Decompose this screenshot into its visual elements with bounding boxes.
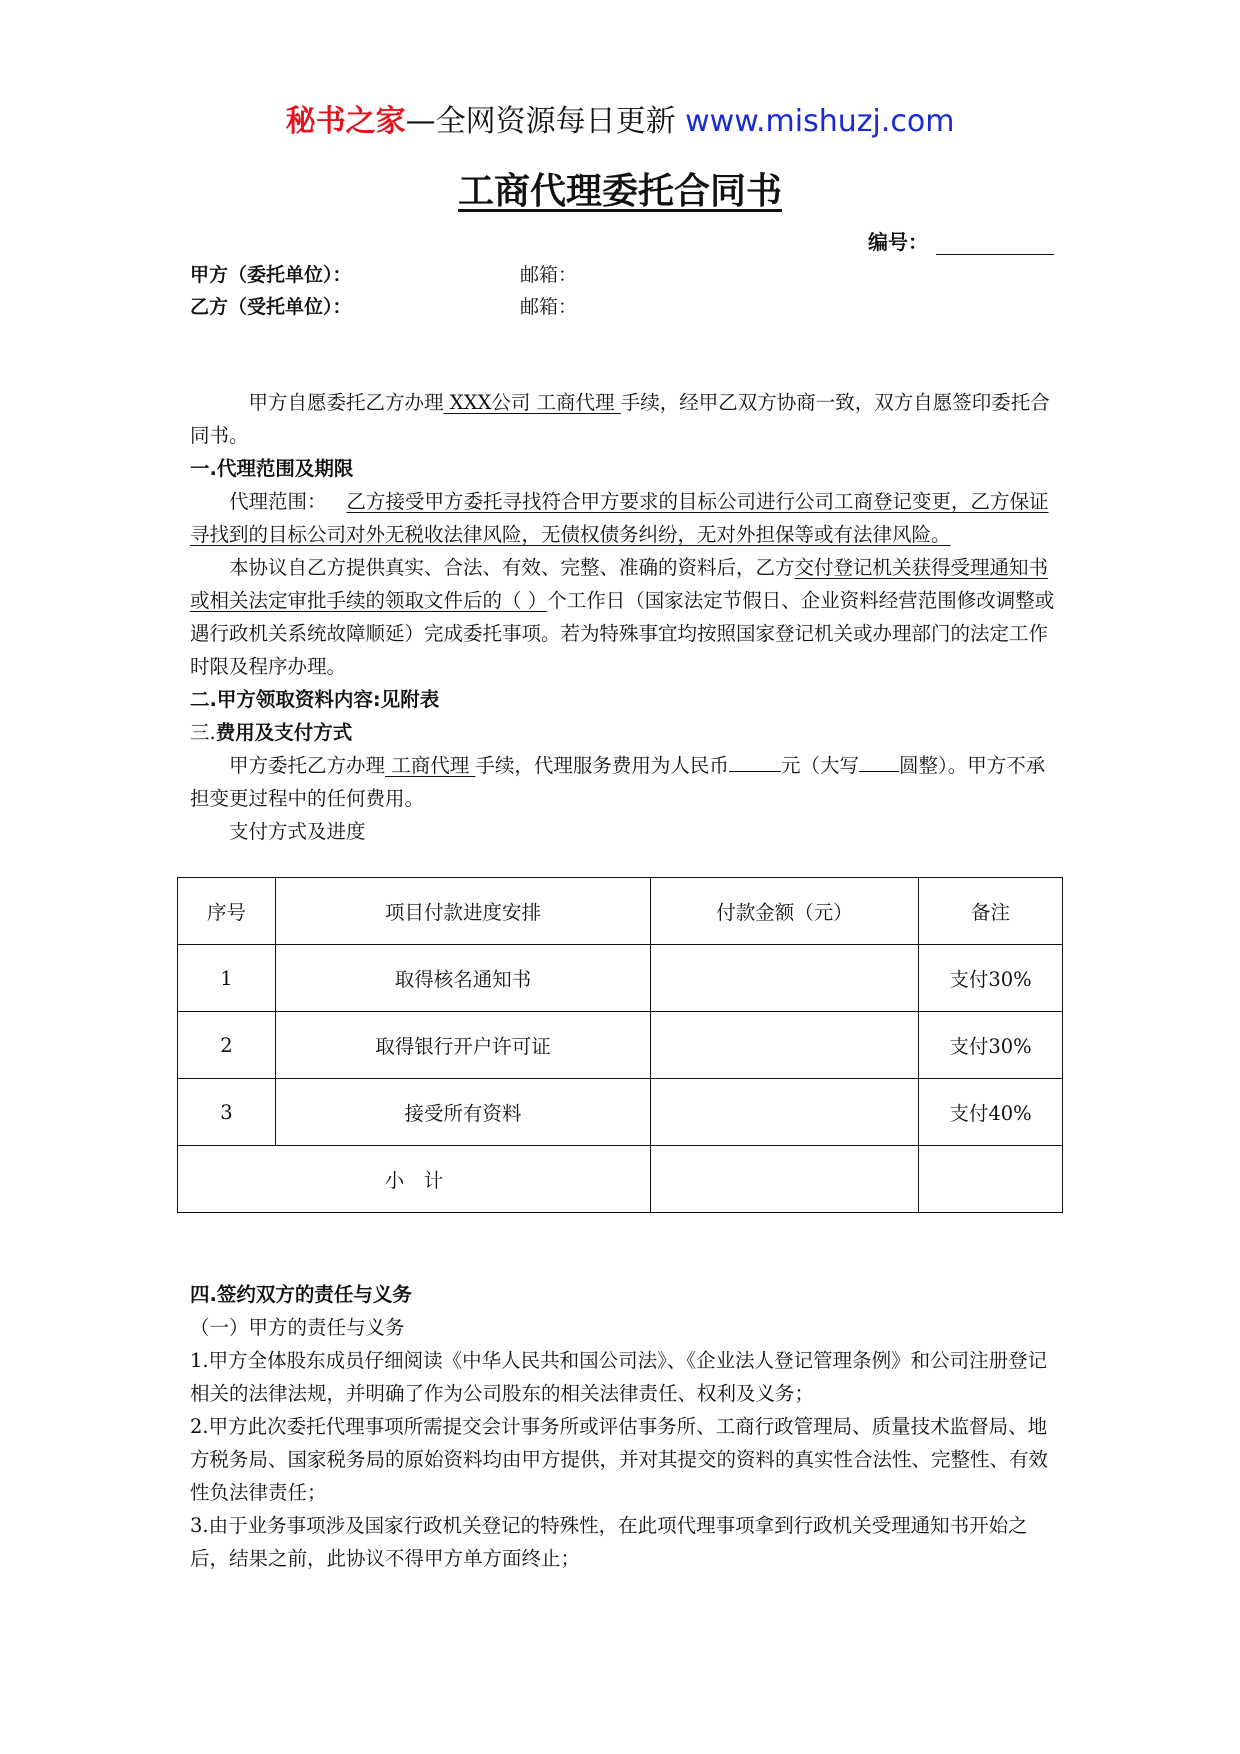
serial-label: 编号： (868, 230, 928, 254)
fee-amount-blank (729, 751, 781, 772)
scope-paragraph: 代理范围： 乙方接受甲方委托寻找符合甲方要求的目标公司进行公司工商登记变更，乙方保证寻找到的目标公司对外无税收法律风险，无债权债务纠纷，无对外担保等或有法律风险。 (190, 490, 1049, 546)
duty-item: 1.甲方全体股东成员仔细阅读《中华人民共和国公司法》、《企业法人登记管理条例》和公司注册登记相关的法律法规，并明确了作为公司股东的相关法律责任、权利及义务； (190, 1349, 1048, 1405)
duty-item: 3.由于业务事项涉及国家行政机关登记的特殊性，在此项代理事项拿到行政机关受理通知书开始之后，结果之前，此协议不得甲方单方面终止； (190, 1514, 1028, 1570)
period-paragraph: 本协议自乙方提供真实、合法、有效、完整、准确的资料后，乙方交付登记机关获得受理通知书或相关法定审批手续的领取文件后的（ ）个工作日（国家法定节假日、企业资料经营范围修改调整或遇行政机关系统故障顺延）完成委托事项。若为特殊事宜均按照国家登记机关或办理部门的法定工作时限及程序办理。 (190, 556, 1055, 678)
fee-capital-blank (859, 751, 899, 772)
subtotal-row (178, 1146, 1063, 1213)
contract-body-lower (190, 1278, 1060, 1575)
intro-paragraph: 甲方自愿委托乙方办理 XXX公司 工商代理 手续，经甲乙双方协商一致，双方自愿签印委托合同书。 (190, 391, 1050, 447)
section1-heading: 一.代理范围及期限 (190, 457, 354, 480)
site-banner (0, 100, 1240, 144)
payment-table (177, 877, 1063, 1213)
contract-body-upper (190, 386, 1060, 848)
banner-tagline: —全网资源每日更新 (405, 104, 686, 139)
fee-paragraph: 甲方委托乙方办理 工商代理 手续，代理服务费用为人民币 元（大写 圆整）。甲方不承担变更过程中的任何费用。 (190, 749, 1060, 815)
header-cell: 付款金额（元） (651, 878, 919, 945)
section4-heading: 四.签约双方的责任与义务 (190, 1283, 412, 1306)
banner-url-link[interactable]: www.mishuzj.com (685, 104, 955, 139)
schedule-label: 支付方式及进度 (229, 820, 366, 843)
party-a-label: 甲方（委托单位）： (190, 264, 352, 286)
table-row: 2 取得银行开户许可证 支付30% (178, 1012, 1063, 1079)
party-b-label: 乙方（受托单位）： (190, 296, 352, 318)
section3-heading: 三.费用及支付方式 (190, 721, 353, 744)
serial-number (868, 226, 1054, 255)
table-row: 1 取得核名通知书 支付30% (178, 945, 1063, 1012)
serial-blank (936, 236, 1054, 255)
period-underlined: 交付登记机关获得受理通知书或相关法定审批手续的领取文件后的（ ） (190, 556, 1049, 612)
party-a-duties-heading: （一）甲方的责任与义务 (190, 1316, 405, 1339)
intro-item: XXX公司 工商代理 (443, 391, 621, 414)
subtotal-label: 小 计 (178, 1146, 651, 1213)
section2-heading: 二.甲方领取资料内容:见附表 (190, 688, 440, 711)
banner-brand: 秘书之家 (285, 104, 406, 139)
party-b-mail-label: 邮箱： (520, 296, 578, 318)
document-title-text: 工商代理委托合同书 (457, 171, 782, 212)
duty-item: 2.甲方此次委托代理事项所需提交会计事务所或评估事务所、工商行政管理局、质量技术监督局、地方税务局、国家税务局的原始资料均由甲方提供，并对其提交的资料的真实性合法性、完整性、有效性负法律责任； (190, 1415, 1049, 1504)
party-a-mail-label: 邮箱： (520, 264, 578, 286)
fee-item: 工商代理 (385, 754, 476, 777)
scope-text: 乙方接受甲方委托寻找符合甲方要求的目标公司进行公司工商登记变更，乙方保证寻找到的目标公司对外无税收法律风险，无债权债务纠纷，无对外担保等或有法律风险。 (190, 490, 1049, 546)
header-cell: 序号 (178, 878, 276, 945)
table-header-row (178, 878, 1063, 945)
document-title (0, 166, 1240, 218)
header-cell: 备注 (919, 878, 1063, 945)
header-cell: 项目付款进度安排 (276, 878, 651, 945)
table-row: 3 接受所有资料 支付40% (178, 1079, 1063, 1146)
